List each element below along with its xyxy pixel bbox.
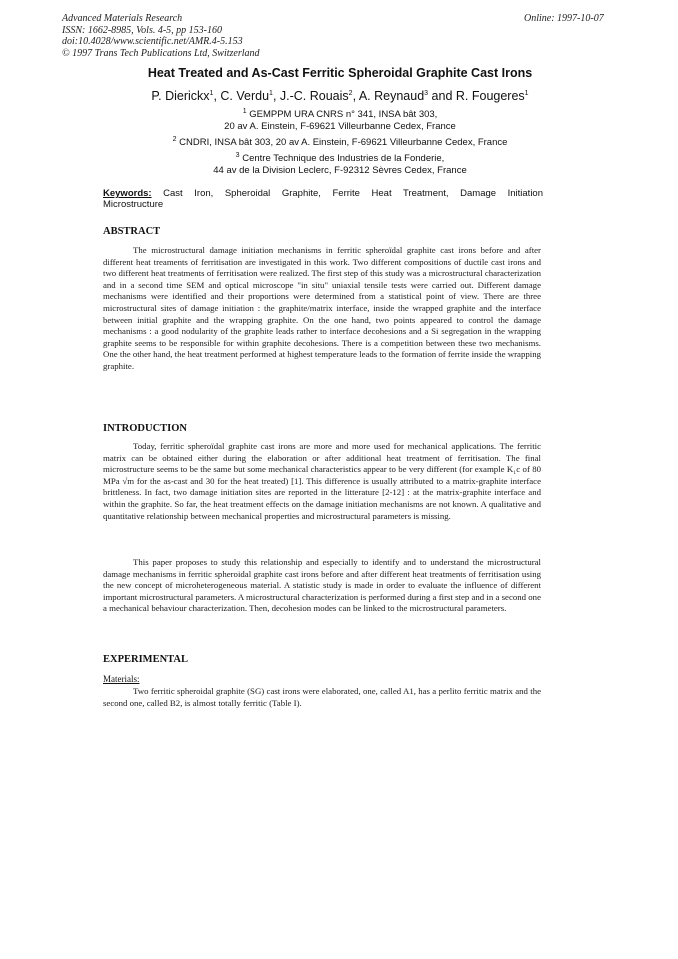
introduction-paragraph-2: This paper proposes to study this relationship and especially to identify and to understand the microstructural damage mechanisms in ferritic spheroidal graphite cast irons before and after different heat treatments of ferritisation using the new concept of microheterogeneous material. A statistic study is made in order to evaluate the influence of different important microstructural parameters. A microstructural characterization is performed during a first step and in a second one a mechanical behaviour characterization. Then, decohesion modes can be linked to the microstructural parameters. <box>103 557 541 614</box>
author-name: P. Dierickx <box>151 89 210 103</box>
paper-title: Heat Treated and As-Cast Ferritic Spheroidal Graphite Cast Irons <box>147 66 533 80</box>
journal-header <box>62 13 260 59</box>
affiliation-3: $^3$ Centre Technique des Industries de la Fonderie, 44 av de la Division Leclerc, F-92312 Sèvres Cedex, France <box>213 151 467 176</box>
author-affil-mark: 1 <box>269 89 273 97</box>
keywords-list: Cast Iron, Spheroidal Graphite, Ferrite Heat Treatment, Damage Initiation <box>163 188 543 199</box>
author-affil-mark: 1 <box>524 89 529 97</box>
abstract-paragraph: The microstructural damage initiation mechanisms in ferritic spheroïdal graphite cast irons before and after different heat treaments of ferritisation are investigated in this work. Two different compositions of ductile cast irons and two different heat treatments of ferritisation were realized. The first step of this study was a microstructural characterization and in a second time SEM and optical microscope "in situ" uniaxial tensile tests were carried out. Different damage mechanisms were identified and their proportions were determined from a statistical point of view. There are three microstructural sites of damage initiation : the graphite/matrix interface, inside the wrapped graphite and the interface between initial graphite and the wrapping graphite. On the one hand, two points appeared to control the damage mechanisms : a good nodularity of the graphite leads rather to interface decohesions and a Si segregation in the wrapping graphite seems to be responsible for within graphite decohesions. There is a competition between these two mechanisms. One the other hand, the heat treatment performed at highest temperature leads to the formation of ferrite inside the wrapping graphite. <box>103 245 541 371</box>
keywords-continuation: Microstructure <box>103 199 164 210</box>
author-affil-mark: 3 <box>424 89 429 97</box>
keywords-line <box>103 188 543 199</box>
issn-line: ISSN: 1662-8985, Vols. 4-5, pp 153-160 <box>62 24 222 36</box>
journal-name: Advanced Materials Research <box>62 13 183 24</box>
keywords-label: Keywords: <box>103 188 152 199</box>
author-name: J.-C. Rouais <box>279 89 349 103</box>
online-date: Online: 1997-10-07 <box>524 13 604 24</box>
author-affil-mark: 2 <box>348 89 353 97</box>
author-name: C. Verdu <box>220 89 270 103</box>
introduction-paragraph-1: Today, ferritic spheroïdal graphite cast irons are more and more used for mechanical applications. The ferritic matrix can be obtained either during the elaboration or after additional heat treatment of ferritisation. The final microstructure seems to be the same but some mechanical characteristics appear to be very different (for example K₁c of 80 MPa √m for the as-cast and 30 for the heat treated) [1]. This difference is usually attributed to a matrix-graphite interface brittleness. In fact, two damage initiation sites are reported in the litterature [2-12] : at the matrix-graphite interface and within the graphite. So far, the heat treatment effects on the damage initiation mechanisms are not known. A qualitative and quantitative relationship between mechanical properties and microstructural parameters is missing. <box>103 441 541 521</box>
author-affil-mark: 1 <box>209 89 214 97</box>
materials-subheading: Materials: <box>103 674 140 684</box>
author-name: R. Fougeres <box>455 89 525 103</box>
abstract-heading: ABSTRACT <box>103 226 161 237</box>
author-list: P. Dierickx$^1$, C. Verdu$^1$, J.-C. Rouais$^2$, A. Reynaud$^3$ and R. Fougeres$^1$ <box>151 89 529 103</box>
copyright-line: © 1997 Trans Tech Publications Ltd, Switzerland <box>62 47 260 59</box>
doi-line[interactable]: doi:10.4028/www.scientific.net/AMR.4-5.153 <box>62 36 243 47</box>
affiliation-2: $^2$ CNDRI, INSA bât 303, 20 av A. Einstein, F-69621 Villeurbanne Cedex, France <box>172 135 508 148</box>
author-name: A. Reynaud <box>358 89 425 103</box>
introduction-heading: INTRODUCTION <box>103 423 188 434</box>
affiliation-1: $^1$ GEMPPM URA CNRS n° 341, INSA bât 303, 20 av A. Einstein, F-69621 Villeurbanne Cedex, France <box>224 107 456 132</box>
experimental-paragraph-1: Two ferritic spheroidal graphite (SG) cast irons were elaborated, one, called A1, has a perlito ferritic matrix and the second one, called B2, is almost totally ferritic (Table I). <box>103 686 541 708</box>
experimental-heading: EXPERIMENTAL <box>103 654 188 665</box>
